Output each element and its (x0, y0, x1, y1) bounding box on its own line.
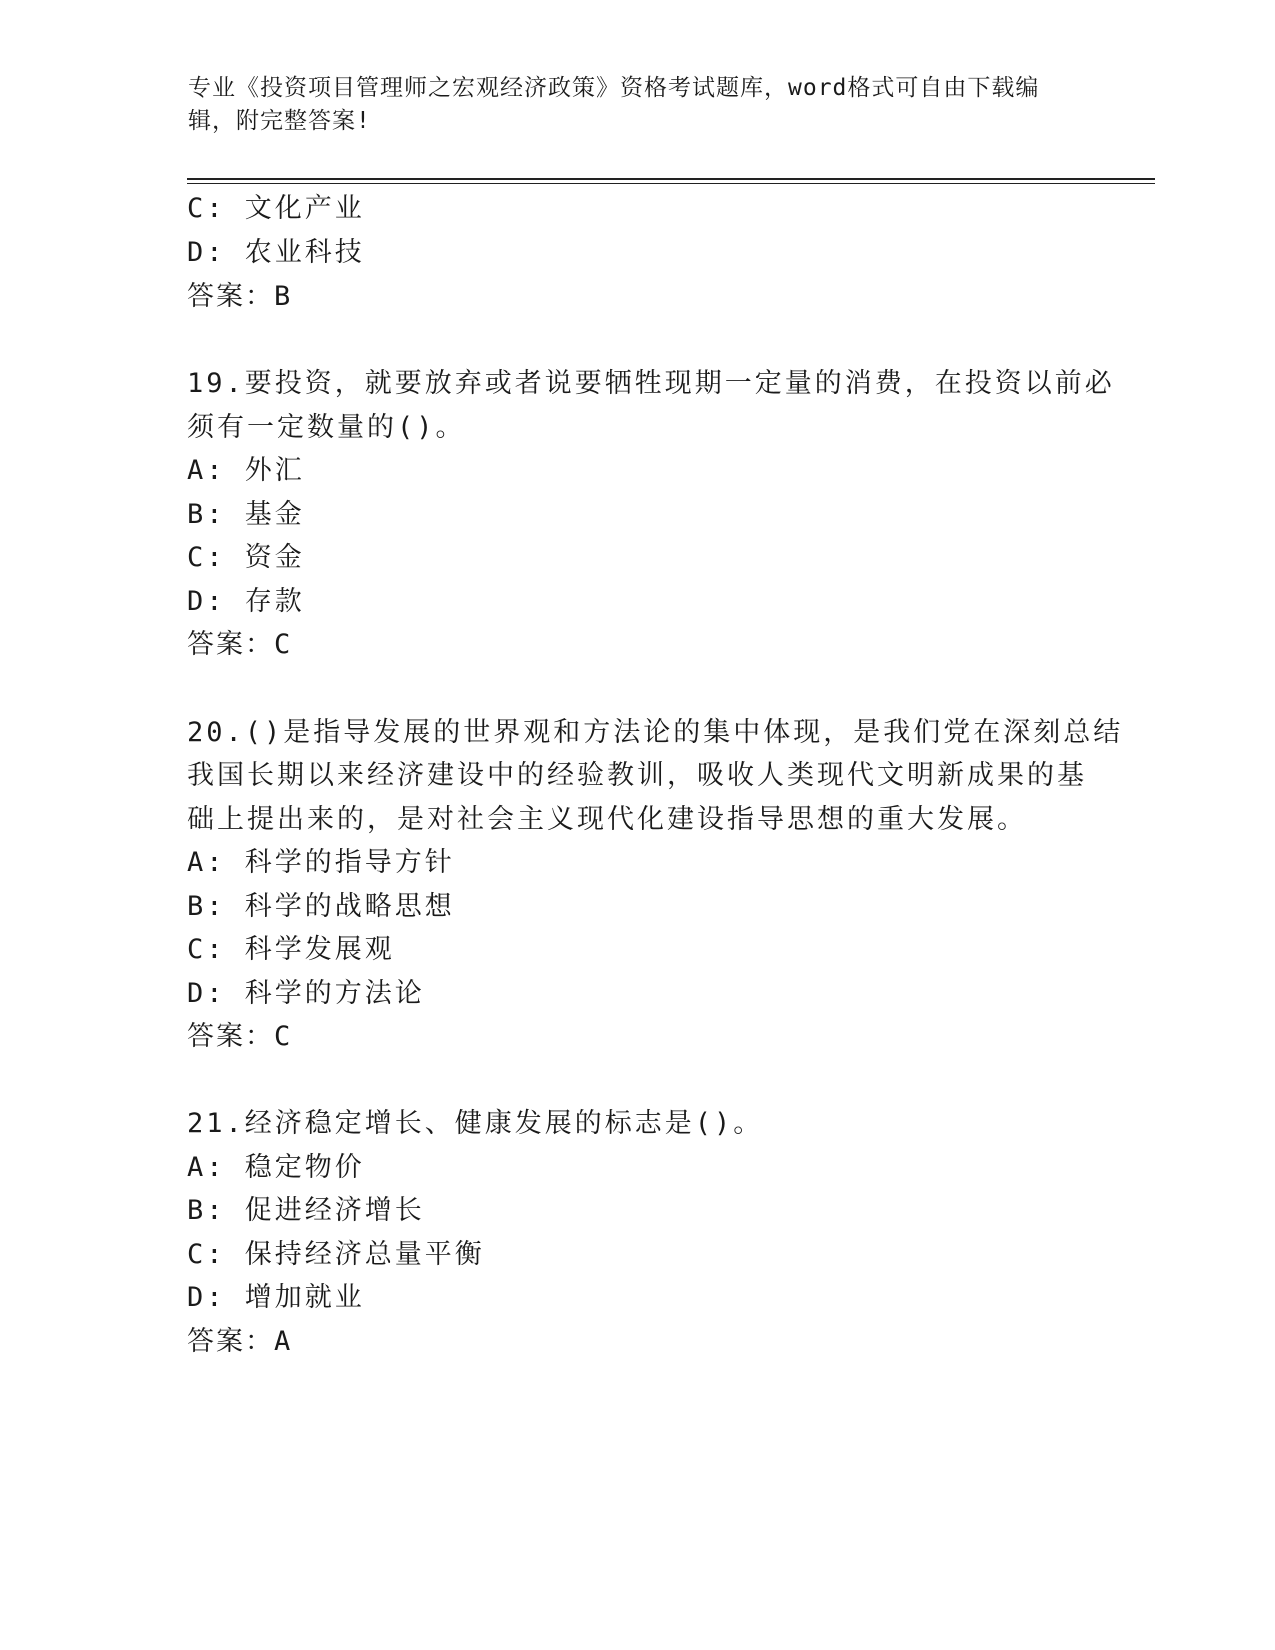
question-21-option-a: A: 稳定物价 (187, 1152, 365, 1183)
question-21-answer: 答案：A (187, 1326, 293, 1357)
question-21-option-c: C: 保持经济总量平衡 (187, 1239, 485, 1270)
question-20-stem-line-3: 础上提出来的，是对社会主义现代化建设指导思想的重大发展。 (187, 804, 1027, 835)
question-19-stem-line-1: 19.要投资，就要放弃或者说要牺牲现期一定量的消费，在投资以前必 (187, 368, 1115, 399)
question-19-option-a: A: 外汇 (187, 455, 305, 486)
question-20-answer: 答案：C (187, 1021, 293, 1052)
question-19-option-b: B: 基金 (187, 499, 305, 530)
question-20-stem-line-1: 20.()是指导发展的世界观和方法论的集中体现，是我们党在深刻总结 (187, 717, 1124, 748)
question-19-option-c: C: 资金 (187, 542, 305, 573)
question-19-option-d: D: 存款 (187, 586, 305, 617)
question-20-stem-line-2: 我国长期以来经济建设中的经验教训，吸收人类现代文明新成果的基 (187, 760, 1087, 791)
question-20-option-d: D: 科学的方法论 (187, 978, 425, 1009)
question-19-answer: 答案：C (187, 629, 293, 660)
question-21-option-d: D: 增加就业 (187, 1282, 365, 1313)
answer: 答案：B (187, 281, 293, 312)
option-c: C: 文化产业 (187, 193, 365, 224)
question-20-option-b: B: 科学的战略思想 (187, 891, 455, 922)
question-21-stem-line-1: 21.经济稳定增长、健康发展的标志是()。 (187, 1108, 764, 1139)
header-divider-thick (187, 178, 1155, 180)
question-20-option-a: A: 科学的指导方针 (187, 847, 455, 878)
option-d: D: 农业科技 (187, 237, 365, 268)
document-header: 专业《投资项目管理师之宏观经济政策》资格考试题库，word格式可自由下载编辑，附完整答案! (188, 75, 1040, 134)
header-divider-thin (187, 183, 1155, 184)
question-19-stem-line-2: 须有一定数量的()。 (187, 412, 466, 443)
question-21-option-b: B: 促进经济增长 (187, 1195, 425, 1226)
question-20-option-c: C: 科学发展观 (187, 934, 395, 965)
